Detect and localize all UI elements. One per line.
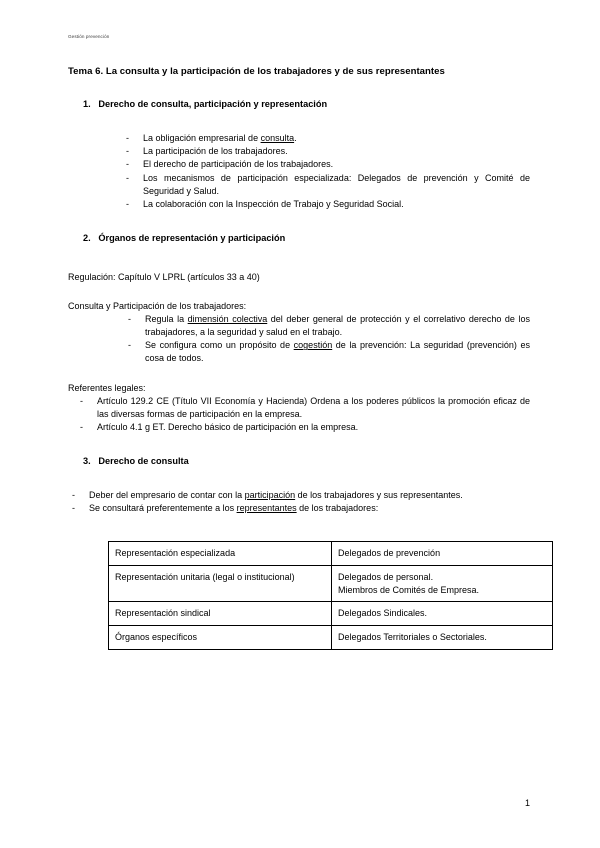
section-heading-3 [68, 455, 530, 467]
list-item: - Regula la dimensión colectiva del deber general de protección y el correlativo derecho de los trabajadores, a la seguridad y salud en el trabajo. [128, 313, 530, 339]
table-cell-type: Órganos específicos [109, 626, 332, 650]
page-title: Tema 6. La consulta y la participación de los trabajadores y de sus representantes [68, 66, 445, 77]
list-item: - El derecho de participación de los trabajadores. [126, 158, 530, 171]
list-item: - Artículo 129.2 CE (Título VII Economía y Hacienda) Ordena a los poderes públicos la promoción eficaz de las diversas formas de participación en la empresa. [80, 395, 530, 421]
section-3-bullet-list [72, 489, 530, 515]
underlined-term-consulta: consulta [260, 132, 295, 143]
page-number: 1 [524, 798, 530, 808]
section-title-3: Derecho de consulta [98, 456, 189, 467]
referentes-bullet-list [80, 395, 530, 435]
table-row [109, 565, 553, 602]
table-row [109, 542, 553, 566]
table-cell-line: Miembros de Comités de Empresa. [338, 584, 480, 595]
consulta-intro: Consulta y Participación de los trabajadores: [68, 300, 247, 311]
table-cell-delegates [332, 565, 553, 602]
list-item: - Artículo 4.1 g ET. Derecho básico de participación en la empresa. [80, 421, 530, 434]
underlined-term-cogestion: cogestión [293, 340, 333, 351]
table-row [109, 626, 553, 650]
section-title-2: Órganos de representación y participación [98, 233, 286, 244]
list-item: - La participación de los trabajadores. [126, 145, 530, 158]
table-row [109, 602, 553, 626]
regulation-paragraph: Regulación: Capítulo V LPRL (artículos 33 a 40) [68, 271, 260, 282]
section-number-2: 2. [83, 233, 91, 244]
table-cell-delegates: Delegados Territoriales o Sectoriales. [332, 626, 553, 650]
section-number-3: 3. [83, 456, 91, 467]
table-cell-line: Delegados de personal. [338, 571, 434, 582]
list-item: - La obligación empresarial de consulta. [126, 132, 530, 145]
section-number-1: 1. [83, 99, 91, 110]
table-cell-type: Representación especializada [109, 542, 332, 566]
section-1-bullet-list [126, 132, 530, 211]
list-item: - Se configura como un propósito de cogestión de la prevención: La seguridad (prevención) es cosa de todos. [128, 339, 530, 365]
list-item: - La colaboración con la Inspección de Trabajo y Seguridad Social. [126, 198, 530, 211]
list-item: - Los mecanismos de participación especializada: Delegados de prevención y Comité de Seguridad y Salud. [126, 172, 530, 198]
representation-table [108, 541, 553, 650]
section-heading-1 [68, 98, 530, 110]
document-body [68, 66, 530, 650]
table-cell-delegates: Delegados de prevención [332, 542, 553, 566]
table-cell-type: Representación sindical [109, 602, 332, 626]
referentes-intro: Referentes legales: [68, 382, 146, 393]
underlined-term-dimension-colectiva: dimensión colectiva [187, 313, 268, 324]
running-header: Gestión prevención [68, 34, 110, 39]
section-heading-2 [68, 232, 530, 244]
table-cell-delegates: Delegados Sindicales. [332, 602, 553, 626]
consulta-bullet-list [128, 313, 530, 366]
table-cell-type: Representación unitaria (legal o institucional) [109, 565, 332, 602]
list-item: - Se consultará preferentemente a los representantes de los trabajadores: [72, 502, 530, 515]
list-item: - Deber del empresario de contar con la participación de los trabajadores y sus representantes. [72, 489, 530, 502]
underlined-term-participacion: participación [244, 489, 296, 500]
underlined-term-representantes: representantes [236, 502, 297, 513]
section-title-1: Derecho de consulta, participación y representación [98, 99, 328, 110]
